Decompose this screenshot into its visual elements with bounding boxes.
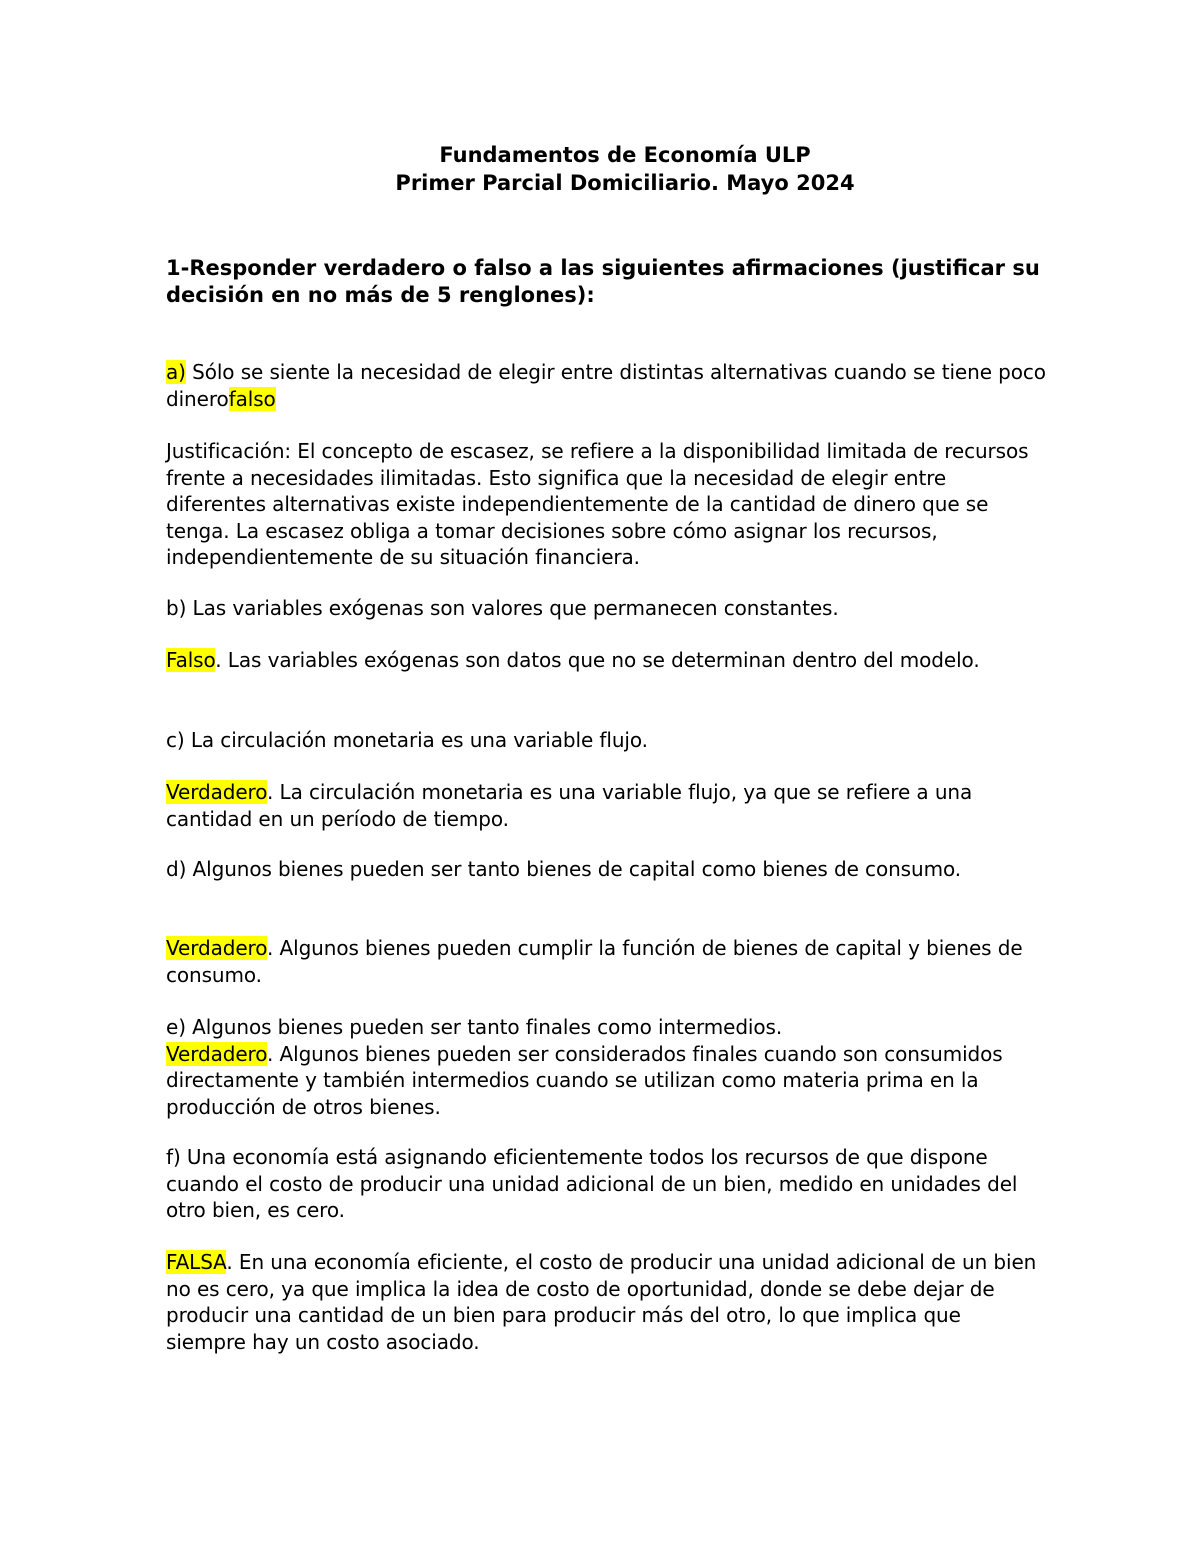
- item-c-statement: c) La circulación monetaria es una variable flujo.: [166, 728, 648, 752]
- item-a-label: a): [166, 360, 186, 384]
- item-b-answer-text: . Las variables exógenas son datos que no se determinan dentro del modelo.: [215, 648, 980, 672]
- item-f-statement: f) Una economía está asignando eficientemente todos los recursos de que dispone cuando el costo de producir una unidad adicional de un bien, medido en unidades del otro bien, es cero.: [166, 1145, 1018, 1222]
- document-subtitle: Primer Parcial Domiciliario. Mayo 2024: [395, 171, 855, 195]
- item-f-answer: [166, 1249, 1046, 1355]
- item-b-answer: [166, 647, 1046, 674]
- item-d-answer: [166, 935, 1046, 988]
- item-f-answer-label: FALSA: [166, 1250, 227, 1274]
- item-e-block: [166, 1014, 1046, 1120]
- item-a-answer: falso: [228, 386, 276, 411]
- document-title: Fundamentos de Economía ULP: [439, 143, 811, 167]
- item-e-answer-label: Verdadero: [166, 1041, 268, 1066]
- item-f-answer-text: . En una economía eficiente, el costo de producir una unidad adicional de un bien no es cero, ya que implica la idea de costo de oportunidad, donde se debe dejar de producir una cantidad de un bien para producir más del otro, lo que implica que siempre hay un costo asociado.: [166, 1250, 1037, 1354]
- item-a-text: Sólo se siente la necesidad de elegir entre distintas alternativas cuando se tiene poco dinero: [166, 360, 1046, 411]
- item-a-justification: Justificación: El concepto de escasez, se refiere a la disponibilidad limitada de recursos frente a necesidades ilimitadas. Esto significa que la necesidad de elegir entre diferentes alternativas existe independientemente de la cantidad de dinero que se tenga. La escasez obliga a tomar decisiones sobre cómo asignar los recursos, independientemente de su situación financiera.: [166, 439, 1029, 569]
- item-c-answer-text: . La circulación monetaria es una variable flujo, ya que se refiere a una cantidad en un período de tiempo.: [166, 780, 973, 831]
- item-d-statement: d) Algunos bienes pueden ser tanto bienes de capital como bienes de consumo.: [166, 857, 961, 881]
- question-instruction: 1-Responder verdadero o falso a las siguientes afirmaciones (justificar su decisión en no más de 5 renglones):: [166, 256, 1040, 307]
- item-e-statement: e) Algunos bienes pueden ser tanto finales como intermedios.: [166, 1015, 783, 1039]
- item-a-statement: [166, 359, 1046, 412]
- document-header: [0, 141, 1200, 197]
- item-d-answer-label: Verdadero: [166, 936, 268, 960]
- item-b-statement: b) Las variables exógenas son valores que permanecen constantes.: [166, 596, 839, 620]
- item-d-answer-text: . Algunos bienes pueden cumplir la función de bienes de capital y bienes de consumo.: [166, 936, 1023, 987]
- item-c-answer-label: Verdadero: [166, 780, 268, 804]
- item-c-answer: [166, 779, 1046, 832]
- item-e-answer: [166, 1041, 1046, 1121]
- item-b-answer-label: Falso: [166, 648, 216, 672]
- item-e-answer-text: . Algunos bienes pueden ser considerados finales cuando son consumidos directamente y también intermedios cuando se utilizan como materia prima en la producción de otros bienes.: [166, 1041, 1003, 1119]
